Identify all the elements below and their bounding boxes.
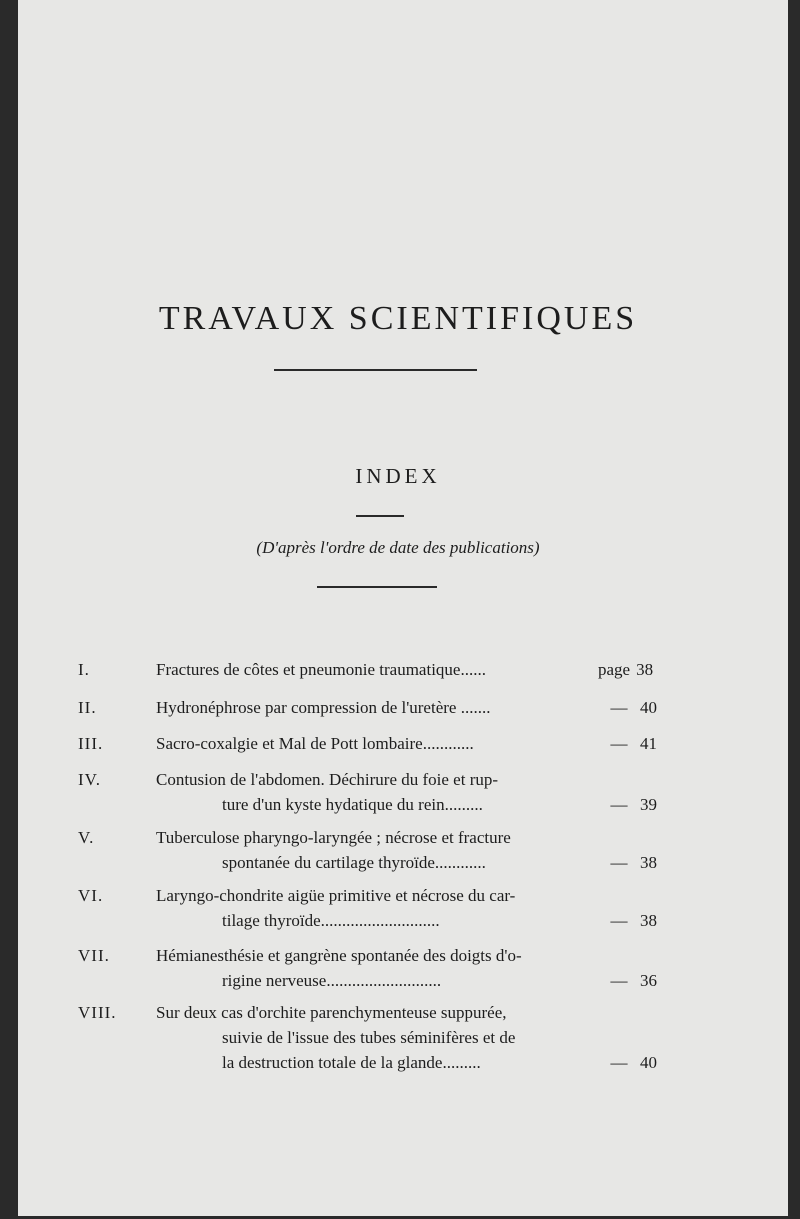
entry-numeral: VI. — [78, 886, 104, 905]
subtitle-rule — [317, 586, 437, 588]
page-dash: — — [610, 911, 628, 930]
entry-page-ref — [598, 795, 678, 815]
entry-numeral: VIII. — [78, 1003, 117, 1022]
page-word: page — [598, 660, 631, 679]
entry-text: suivie de l'issue des tubes séminifères et de — [222, 1028, 516, 1047]
title-rule — [274, 369, 477, 371]
page-number: 39 — [640, 795, 657, 814]
entry-text: Fractures de côtes et pneumonie traumatique...... — [156, 660, 486, 679]
entry-text: la destruction totale de la glande......... — [222, 1053, 481, 1072]
entry-numeral: VII. — [78, 946, 110, 965]
entry-numeral: III. — [78, 734, 104, 753]
page-dash: — — [610, 698, 628, 717]
index-subtitle: (D'après l'ordre de date des publications) — [256, 538, 540, 557]
page-number: 38 — [636, 660, 654, 679]
entry-text: Tuberculose pharyngo-laryngée ; nécrose et fracture — [156, 828, 511, 847]
entry-page-ref — [598, 911, 678, 931]
entry-numeral: IV. — [78, 770, 101, 789]
entry-page-ref — [598, 660, 678, 680]
page-title: TRAVAUX SCIENTIFIQUES — [158, 300, 638, 337]
entry-page-ref — [598, 1053, 678, 1073]
entry-text: tilage thyroïde............................ — [222, 911, 440, 930]
page-dash: — — [610, 795, 628, 814]
entry-text: spontanée du cartilage thyroïde............ — [222, 853, 486, 872]
page-dash: — — [610, 734, 628, 753]
index-rule — [356, 515, 404, 517]
entry-text: rigine nerveuse........................... — [222, 971, 442, 990]
entry-text: ture d'un kyste hydatique du rein......... — [222, 795, 483, 814]
page-number: 38 — [640, 911, 657, 930]
entry-text: Sacro-coxalgie et Mal de Pott lombaire............ — [156, 734, 474, 753]
page-dash: — — [610, 853, 628, 872]
entry-text: Hémianesthésie et gangrène spontanée des doigts d'o- — [156, 946, 522, 965]
page-number: 36 — [640, 971, 657, 990]
page-number: 41 — [640, 734, 657, 753]
entry-numeral: II. — [78, 698, 97, 717]
entry-page-ref — [598, 853, 678, 873]
entry-text: Contusion de l'abdomen. Déchirure du foie et rup- — [156, 770, 499, 789]
entry-page-ref — [598, 698, 678, 718]
page-dash: — — [610, 1053, 628, 1072]
page-number: 40 — [640, 698, 657, 717]
entry-text: Hydronéphrose par compression de l'uretère ....... — [156, 698, 491, 717]
entry-numeral: V. — [78, 828, 95, 847]
page-number: 38 — [640, 853, 657, 872]
entry-text: Laryngo-chondrite aigüe primitive et nécrose du car- — [156, 886, 516, 905]
page-number: 40 — [640, 1053, 657, 1072]
entry-page-ref — [598, 734, 678, 754]
entry-text: Sur deux cas d'orchite parenchymenteuse suppurée, — [156, 1003, 507, 1022]
document-page — [18, 0, 788, 1216]
index-heading: INDEX — [355, 464, 441, 488]
entry-numeral: I. — [78, 660, 90, 679]
entry-page-ref — [598, 971, 678, 991]
page-dash: — — [610, 971, 628, 990]
